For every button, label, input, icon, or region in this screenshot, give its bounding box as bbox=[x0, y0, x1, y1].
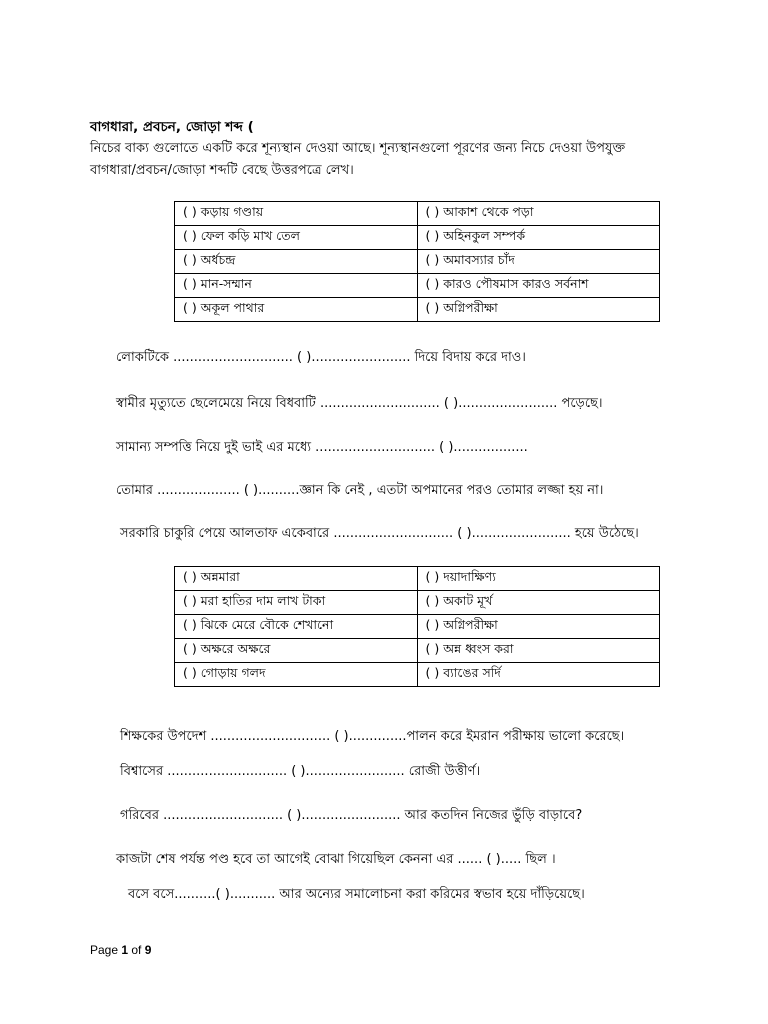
option-cell: ( ) অগ্নিপরীক্ষা bbox=[417, 615, 660, 639]
options-table-1 bbox=[174, 201, 660, 322]
table-row bbox=[175, 226, 660, 250]
option-cell: ( ) মরা হাতির দাম লাখ টাকা bbox=[175, 591, 418, 615]
option-cell: ( ) অহিনকুল সম্পর্ক bbox=[417, 226, 660, 250]
option-cell: ( ) অর্ধচন্দ্র bbox=[175, 250, 418, 274]
question-sentence: স্বামীর মৃত্যুতে ছেলেমেয়ে নিয়ে বিধবাটি ............................. ( )........................ পড়েছে। bbox=[116, 396, 603, 411]
option-cell: ( ) অকাট মূর্খ bbox=[417, 591, 660, 615]
option-cell: ( ) ঝিকে মেরে বৌকে শেখানো bbox=[175, 615, 418, 639]
instruction-line-1: নিচের বাক্য গুলোতে একটি করে শূন্যস্থান দেওয়া আছে। শূন্যস্থানগুলো পূরণের জন্য নিচে দেওয়া উপযুক্ত bbox=[90, 141, 626, 156]
question-sentence: সরকারি চাকুরি পেয়ে আলতাফ একেবারে ............................. ( )........................ হয়ে উঠেছে। bbox=[120, 526, 639, 541]
option-cell: ( ) অকূল পাথার bbox=[175, 298, 418, 322]
table-row bbox=[175, 639, 660, 663]
option-cell: ( ) অক্ষরে অক্ষরে bbox=[175, 639, 418, 663]
total-pages: 9 bbox=[144, 943, 152, 957]
question-sentence: বসে বসে..........( )........... আর অন্যের সমালোচনা করা করিমের স্বভাব হয়ে দাঁড়িয়েছে। bbox=[128, 887, 585, 902]
option-cell: ( ) অগ্নিপরীক্ষা bbox=[417, 298, 660, 322]
option-cell: ( ) অন্ন ধ্বংস করা bbox=[417, 639, 660, 663]
option-cell: ( ) অন্নমারা bbox=[175, 567, 418, 591]
question-sentence: কাজটা শেষ পর্যন্ত পণ্ড হবে তা আগেই বোঝা গিয়েছিল কেননা এর ...... ( )..... ছিল । bbox=[116, 852, 556, 867]
option-cell: ( ) ফেল কড়ি মাখ তেল bbox=[175, 226, 418, 250]
option-cell: ( ) ব্যাঙের সর্দি bbox=[417, 663, 660, 687]
page-prefix: Page bbox=[90, 943, 122, 957]
table-row bbox=[175, 298, 660, 322]
options-table-2 bbox=[174, 566, 660, 687]
current-page: 1 bbox=[121, 943, 129, 957]
question-sentence: শিক্ষকের উপদেশ ............................. ( )..............পালন করে ইমরান পরীক্ষায় ভালো করেছে। bbox=[120, 729, 625, 744]
option-cell: ( ) গোড়ায় গলদ bbox=[175, 663, 418, 687]
option-cell: ( ) দয়াদাক্ষিণ্য bbox=[417, 567, 660, 591]
page-number bbox=[90, 943, 151, 957]
option-cell: ( ) আকাশ থেকে পড়া bbox=[417, 202, 660, 226]
question-sentence: লোকটিকে ............................. ( )........................ দিয়ে বিদায় করে দাও। bbox=[116, 350, 526, 365]
option-cell: ( ) কারও পৌষমাস কারও সর্বনাশ bbox=[417, 274, 660, 298]
page-title: বাগধারা, প্রবচন, জোড়া শব্দ ( bbox=[90, 119, 254, 135]
table-row bbox=[175, 250, 660, 274]
table-row bbox=[175, 615, 660, 639]
question-sentence: গরিবের ............................. ( )........................ আর কতদিন নিজের ভুঁড়ি বাড়াবে? bbox=[120, 808, 583, 823]
instruction-line-2: বাগধারা/প্রবচন/জোড়া শব্দটি বেছে উত্তরপত্রে লেখ। bbox=[90, 163, 354, 178]
option-cell: ( ) অমাবস্যার চাঁদ bbox=[417, 250, 660, 274]
option-cell: ( ) মান-সম্মান bbox=[175, 274, 418, 298]
question-sentence: তোমার .................... ( )..........জ্ঞান কি নেই , এতটা অপমানের পরও তোমার লজ্জা হয় না। bbox=[116, 483, 604, 498]
table-row bbox=[175, 274, 660, 298]
table-row bbox=[175, 202, 660, 226]
question-sentence: বিশ্বাসের ............................. ( )........................ রোজী উত্তীর্ণ। bbox=[120, 764, 481, 779]
table-row bbox=[175, 591, 660, 615]
option-cell: ( ) কড়ায় গণ্ডায় bbox=[175, 202, 418, 226]
table-row bbox=[175, 663, 660, 687]
question-sentence: সামান্য সম্পত্তি নিয়ে দুই ভাই এর মধ্যে ............................. ( ).................. bbox=[116, 440, 528, 455]
table-row bbox=[175, 567, 660, 591]
page-of: of bbox=[128, 943, 145, 957]
